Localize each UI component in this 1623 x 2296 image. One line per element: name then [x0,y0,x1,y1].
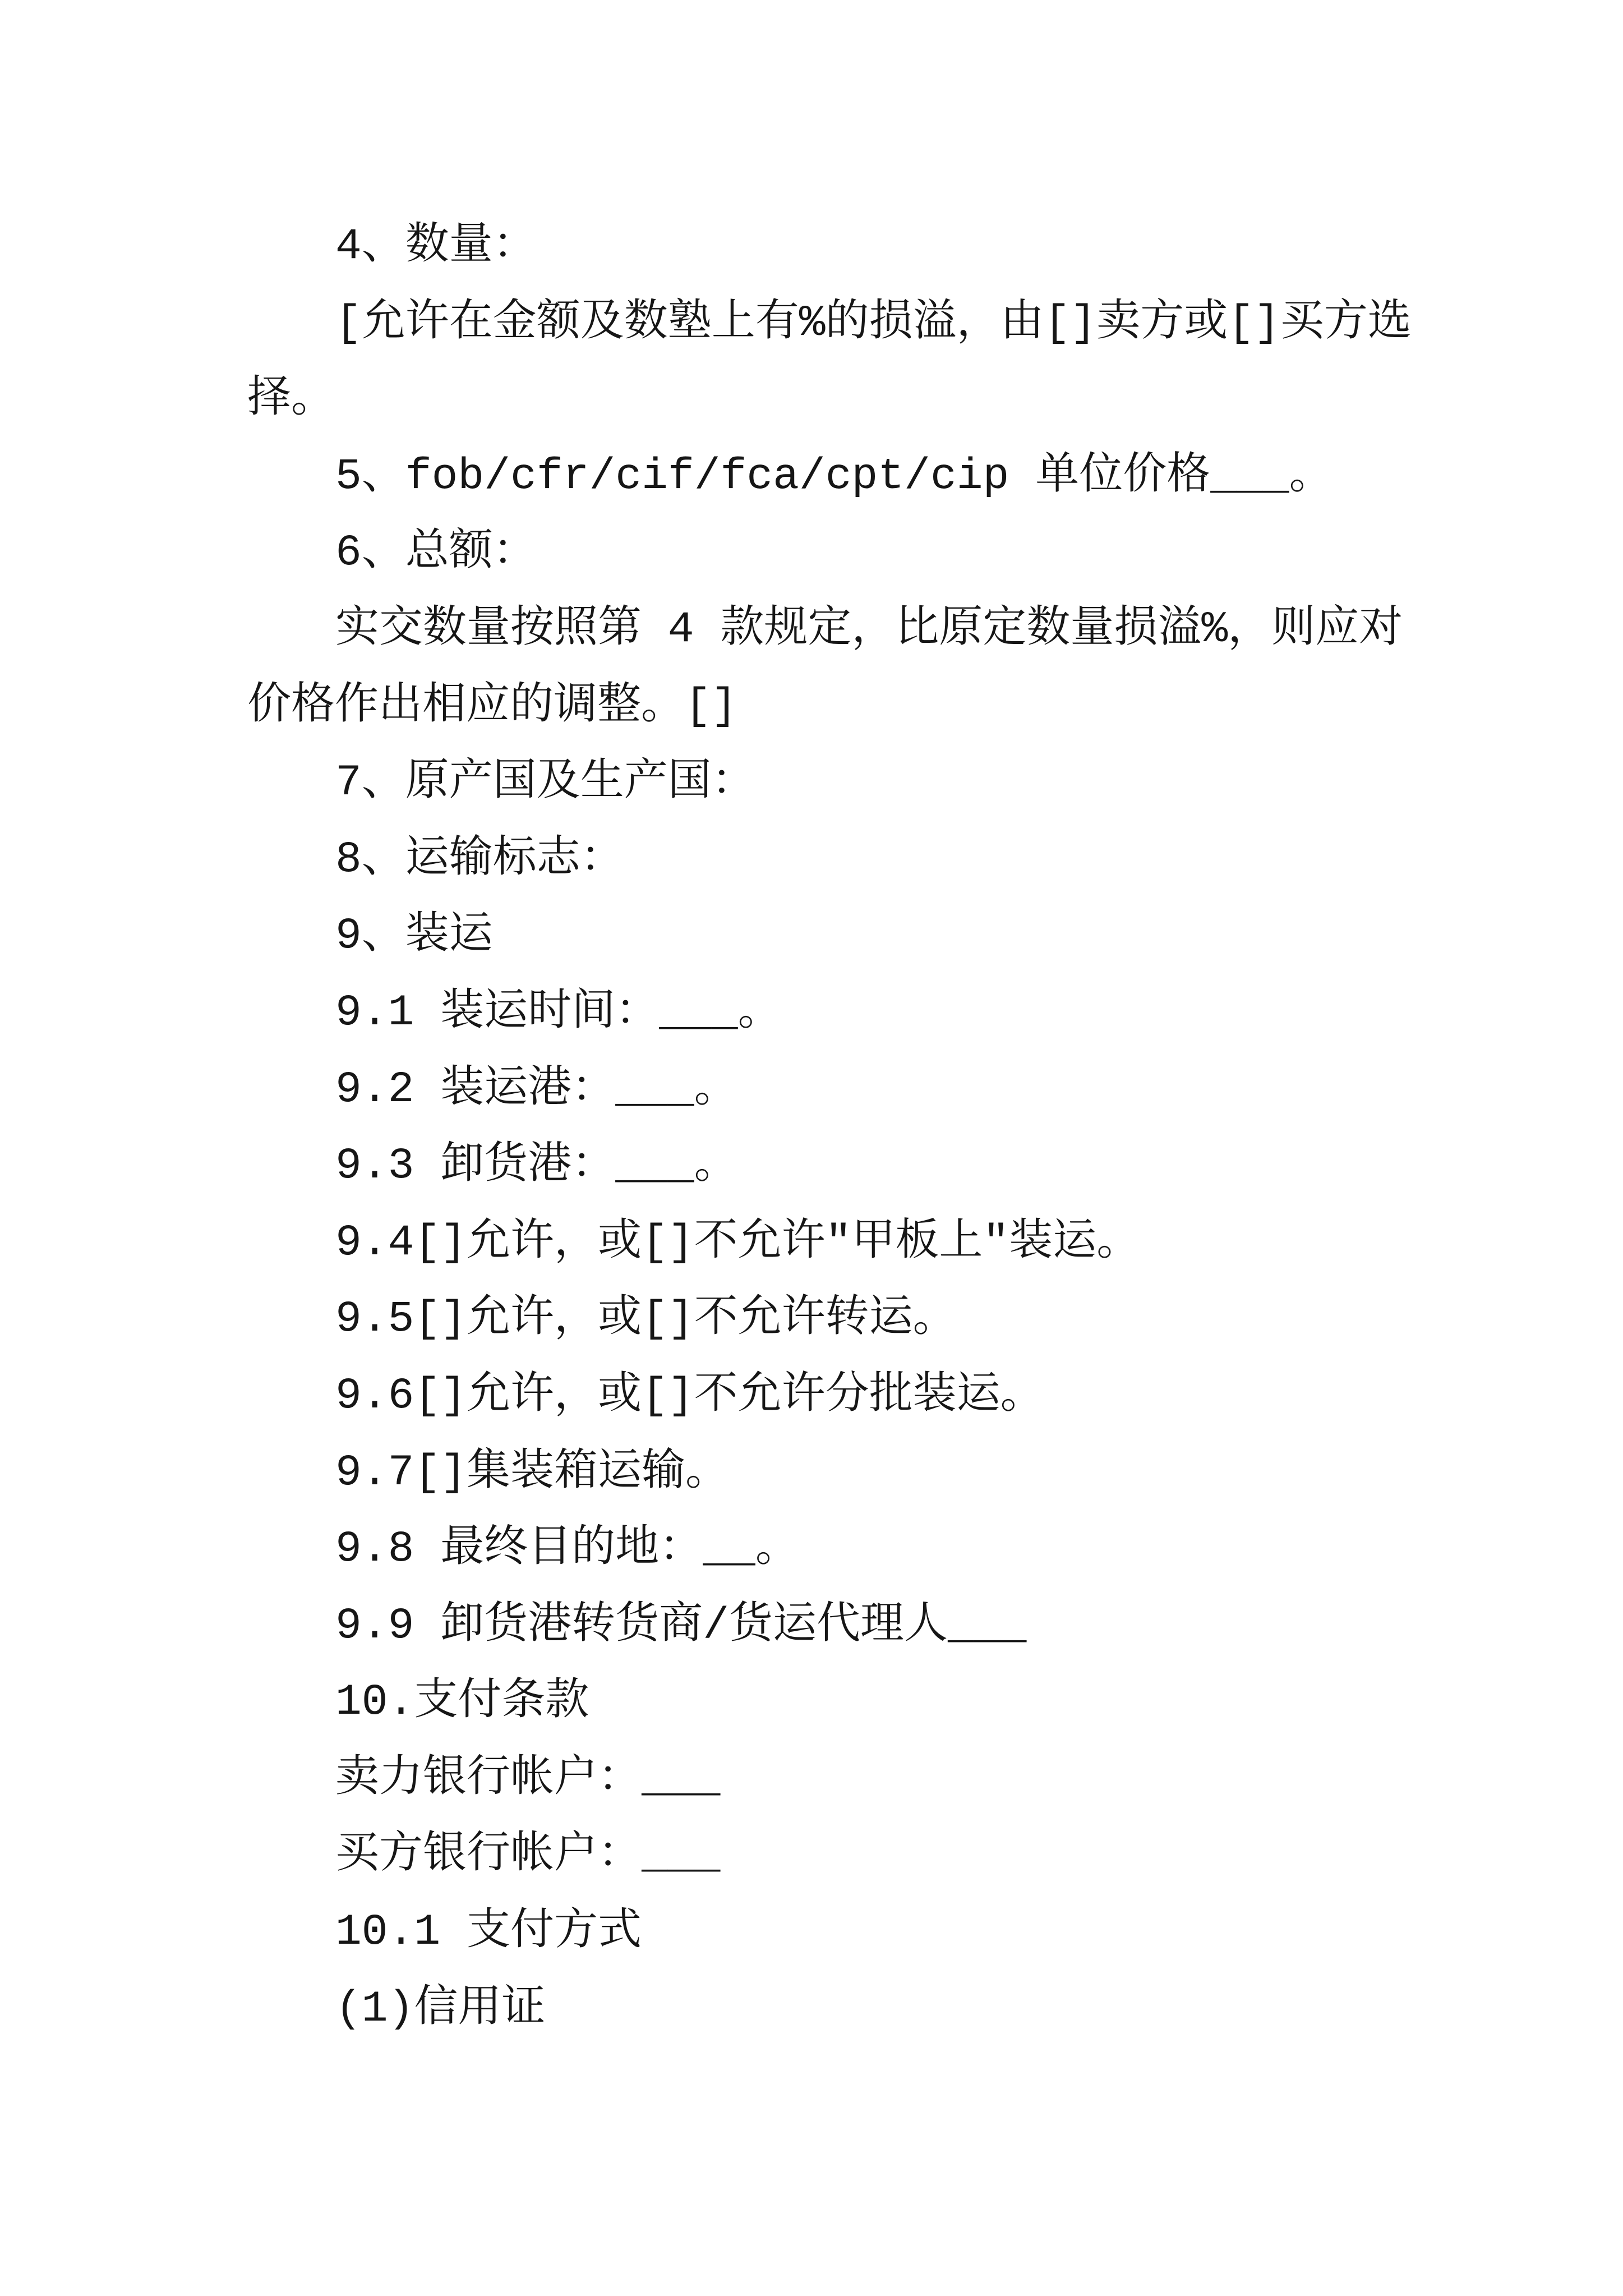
text-line: 9.5[]允许，或[]不允许转运。 [335,1295,957,1345]
text-line: 4、数量： [335,222,537,272]
text-line: 实交数量按照第 4 款规定，比原定数量损溢%，则应对 [335,605,1403,655]
section-9-shipment [247,898,1481,975]
clause-9-3-port-of-discharge [247,1128,1481,1205]
clause-9-6-partial-shipment [247,1358,1481,1435]
text-line: 价格作出相应的调整。[] [247,682,737,731]
text-line: (1)信用证 [335,1984,546,2034]
text-line: 5、fob/cfr/cif/fca/cpt/cip 单位价格___。 [335,452,1333,501]
quantity-tolerance-clause [247,286,1481,439]
clause-9-2-port-of-loading [247,1052,1481,1129]
text-line: 9.4[]允许，或[]不允许"甲板上"装运。 [335,1218,1141,1268]
clause-9-9-forwarding-agent [247,1588,1481,1665]
payment-letter-of-credit [247,1971,1481,2048]
text-line: [允许在金额及数塾上有%的损溢，由[]卖方或[]买方选 [335,298,1412,348]
section-8-shipping-marks [247,822,1481,899]
text-line: 10.1 支付方式 [335,1908,642,1958]
clause-9-4-on-deck-shipment [247,1205,1481,1282]
section-6-total-amount [247,515,1481,592]
clause-9-8-final-destination [247,1511,1481,1588]
text-line: 9.8 最终目的地：__。 [335,1525,799,1575]
clause-9-1-shipment-time [247,975,1481,1052]
clause-9-7-container-transport [247,1435,1481,1512]
text-line: 6、总额： [335,528,537,578]
document-body [247,209,1481,2047]
text-line: 10.支付条款 [335,1678,589,1728]
section-4-quantity [247,209,1481,286]
seller-bank-account [247,1741,1481,1818]
text-line: 9.1 装运时间：___。 [335,988,782,1038]
text-line: 卖力银行帐户：___ [335,1754,721,1804]
section-7-country-of-origin [247,745,1481,822]
text-line: 9.2 装运港：___。 [335,1065,738,1115]
section-5-unit-price [247,439,1481,516]
text-line: 9.7[]集装箱运输。 [335,1448,730,1498]
clause-10-1-payment-method [247,1894,1481,1971]
text-line: 8、运输标志： [335,835,624,885]
buyer-bank-account [247,1818,1481,1894]
price-adjustment-clause [247,592,1481,745]
text-line: 9.3 卸货港：___。 [335,1142,738,1191]
text-line: 9.6[]允许，或[]不允许分批装运。 [335,1371,1044,1421]
section-10-payment-terms [247,1664,1481,1741]
text-line: 择。 [247,375,335,425]
clause-9-5-transshipment [247,1281,1481,1358]
text-line: 7、原产国及生产国： [335,758,755,808]
text-line: 9.9 卸货港转货商/货运代理人___ [335,1601,1027,1651]
text-line: 9、装运 [335,912,493,961]
text-line: 买方银行帐户：___ [335,1831,721,1881]
